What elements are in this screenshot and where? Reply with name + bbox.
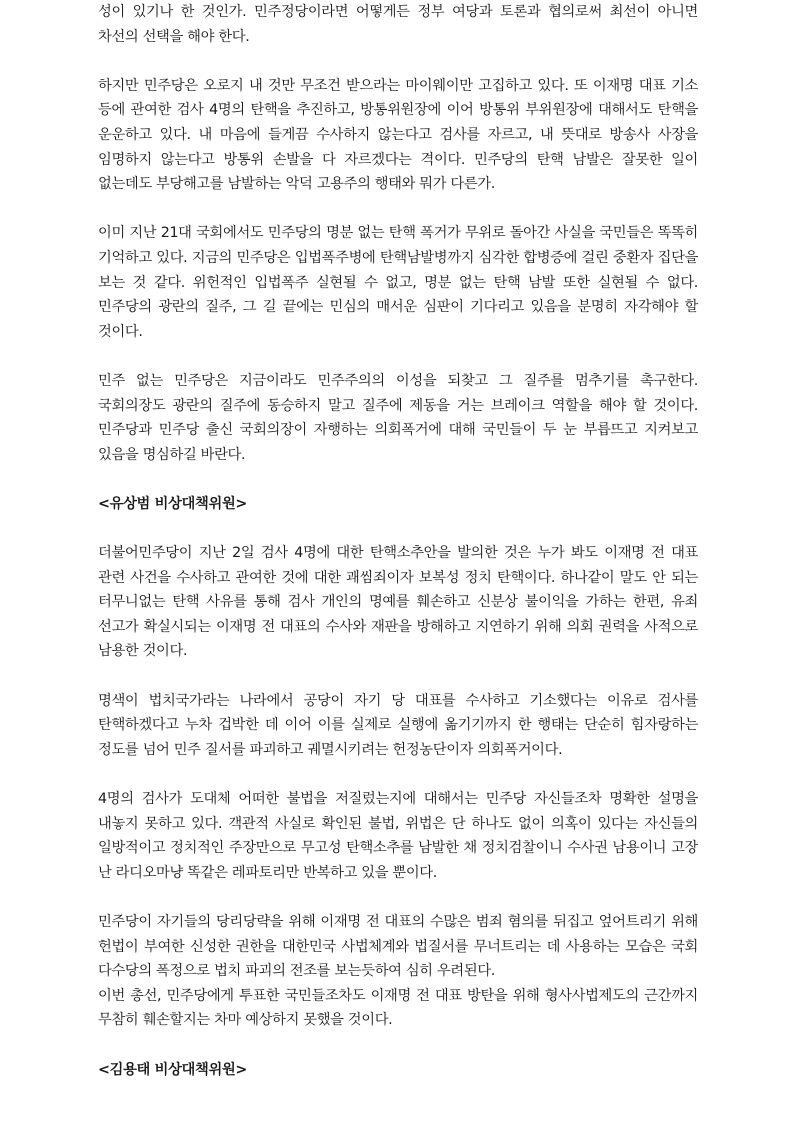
body-paragraph: 4명의 검사가 도대체 어떠한 불법을 저질렀는지에 대해서는 민주당 자신들조차 명확한 설명을 내놓지 못하고 있다. 객관적 사실로 확인된 불법, 위법은 단 하나도 없이 의혹이 있다는 자신들의 일방적이고 정치적인 주장만으로 무고성 탄핵소추를 남발한 채 정치검찰이니 수사권 남용이니 고장 난 라디오마냥 똑같은 레파토리만 반복하고 있을 뿐이다. xyxy=(98,791,698,881)
speaker-heading-yoo xyxy=(98,492,698,517)
document-page xyxy=(98,0,698,1107)
body-paragraph: 더불어민주당이 지난 2일 검사 4명에 대한 탄핵소추안을 발의한 것은 누가 봐도 이재명 전 대표 관련 사건을 수사하고 관여한 것에 대한 괘씸죄이자 보복성 정치 탄핵이다. 하나같이 말도 안 되는 터무니없는 탄핵 사유를 통해 검사 개인의 명예를 훼손하고 신분상 불이익을 가하는 한편, 유죄 선고가 확실시되는 이재명 전 대표의 수사와 재판을 방해하고 지연하기 위해 의회 권력을 사적으로 남용한 것이다. xyxy=(98,545,698,660)
body-paragraph: 민주 없는 민주당은 지금이라도 민주주의의 이성을 되찾고 그 질주를 멈추기를 촉구한다. 국회의장도 광란의 질주에 동승하지 말고 질주에 제동을 거는 브레이크 역할을 해야 할 것이다. 민주당과 민주당 출신 국회의장이 자행하는 의회폭거에 대해 국민들이 두 눈 부릅뜨고 지켜보고 있음을 명심하길 바란다. xyxy=(98,372,698,463)
body-paragraph: 하지만 민주당은 오로지 내 것만 무조건 받으라는 마이웨이만 고집하고 있다. 또 이재명 대표 기소 등에 관여한 검사 4명의 탄핵을 추진하고, 방통위원장에 이어 방통위 부위원장에 대해서도 탄핵을 운운하고 있다. 내 마음에 들게끔 수사하지 않는다고 검사를 자르고, 내 뜻대로 방송사 사장을 임명하지 않는다고 방통위 손발을 다 자르겠다는 격이다. 민주당의 탄핵 남발은 잘못한 일이 없는데도 부당해고를 남발하는 악덕 고용주의 행태와 뭐가 다른가. xyxy=(98,77,698,193)
body-paragraph: 민주당이 자기들의 당리당략을 위해 이재명 전 대표의 수많은 범죄 혐의를 뒤집고 엎어트리기 위해 헌법이 부여한 신성한 권한을 대한민국 사법체계와 법질서를 무너트리는 데 사용하는 모습은 국회 다수당의 폭정으로 법치 파괴의 전조를 보는듯하여 심히 우려된다. 이번 총선, 민주당에게 투표한 국민들조차도 이재명 전 대표 방탄을 위해 형사사법제도의 근간까지 무참히 훼손할지는 차마 예상하지 못했을 것이다. xyxy=(98,913,698,1029)
body-paragraph: 이미 지난 21대 국회에서도 민주당의 명분 없는 탄핵 폭거가 무위로 돌아간 사실을 국민들은 똑똑히 기억하고 있다. 지금의 민주당은 입법폭주병에 탄핵남발병까지 심각한 합병증에 걸린 중환자 집단을 보는 것 같다. 위헌적인 입법폭주 실현될 수 없고, 명분 없는 탄핵 남발 또한 실현될 수 없다. 민주당의 광란의 질주, 그 길 끝에는 민심의 매서운 심판이 기다리고 있음을 분명히 자각해야 할 것이다. xyxy=(98,225,698,340)
speaker-heading-kim xyxy=(98,1058,698,1083)
speaker-name: <유상범 비상대책위원> xyxy=(98,495,248,512)
speaker-name: <김용태 비상대책위원> xyxy=(98,1061,248,1078)
body-paragraph: 명색이 법치국가라는 나라에서 공당이 자기 당 대표를 수사하고 기소했다는 이유로 검사를 탄핵하겠다고 누차 겁박한 데 이어 이를 실제로 실행에 옮기기까지 한 행태는 단순히 힘자랑하는 정도를 넘어 민주 질서를 파괴하고 궤멸시키려는 헌정농단이자 의회폭거이다. xyxy=(98,692,698,758)
body-paragraph: 성이 있기나 한 것인가. 민주정당이라면 어떻게든 정부 여당과 토론과 협의로써 최선이 아니면 차선의 선택을 해야 한다. xyxy=(98,4,698,45)
